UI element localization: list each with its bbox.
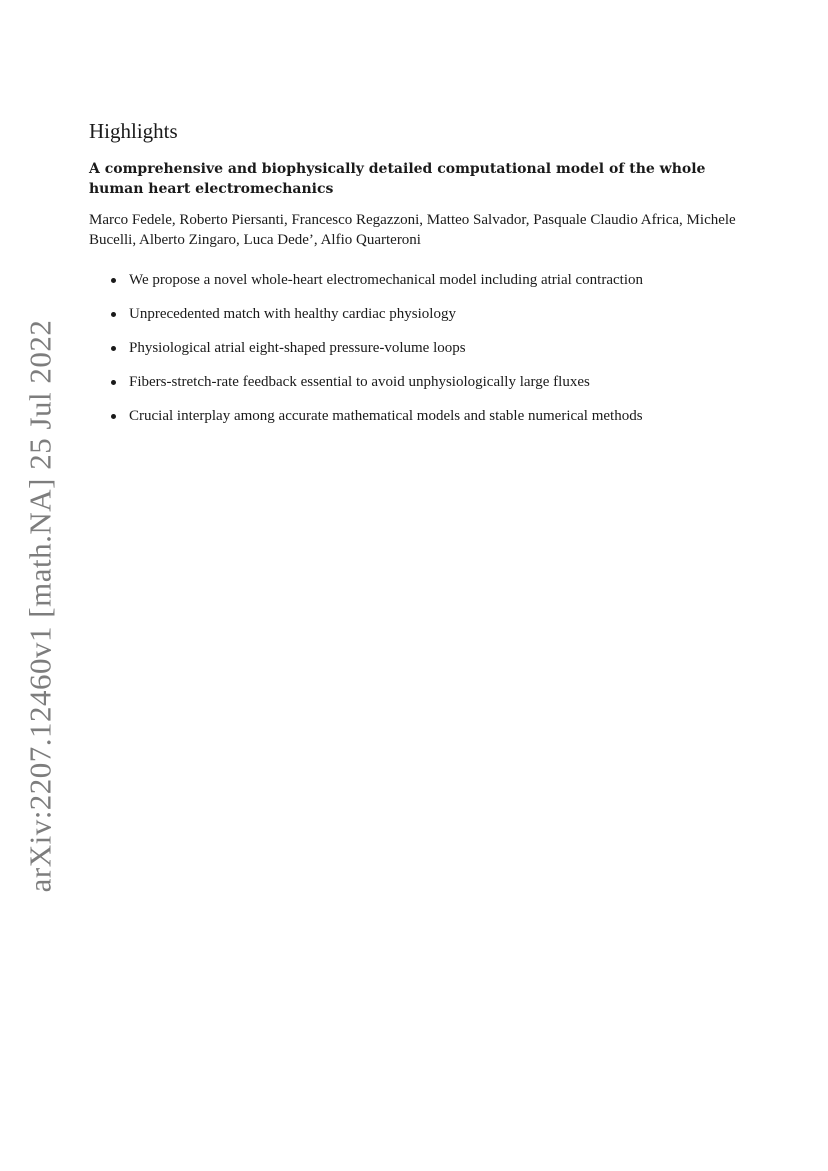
arxiv-stamp bbox=[18, 319, 62, 893]
highlight-text: We propose a novel whole-heart electromechanical model including atrial contraction bbox=[129, 272, 643, 288]
highlight-text: Fibers-stretch-rate feedback essential to avoid unphysiologically large fluxes bbox=[129, 374, 590, 390]
highlights-section bbox=[89, 117, 744, 440]
author-list: Marco Fedele, Roberto Piersanti, Francesco Regazzoni, Matteo Salvador, Pasquale Claudio Africa, Michele Bucelli, Alberto Zingaro, Luca Dede’, Alfio Quarteroni bbox=[89, 212, 736, 248]
highlight-item bbox=[111, 406, 744, 426]
highlight-item bbox=[111, 372, 744, 392]
bullet-icon bbox=[111, 312, 116, 317]
bullet-icon bbox=[111, 414, 116, 419]
highlight-text: Crucial interplay among accurate mathematical models and stable numerical methods bbox=[129, 408, 643, 424]
highlight-item bbox=[111, 304, 744, 324]
arxiv-identifier: arXiv:2207.12460v1 [math.NA] 25 Jul 2022 bbox=[22, 319, 57, 893]
highlight-text: Physiological atrial eight-shaped pressure-volume loops bbox=[129, 340, 466, 356]
highlights-list bbox=[89, 270, 744, 426]
highlight-item bbox=[111, 270, 744, 290]
bullet-icon bbox=[111, 380, 116, 385]
bullet-icon bbox=[111, 278, 116, 283]
highlight-item bbox=[111, 338, 744, 358]
section-heading: Highlights bbox=[89, 119, 178, 143]
highlight-text: Unprecedented match with healthy cardiac physiology bbox=[129, 306, 456, 322]
paper-title: A comprehensive and biophysically detailed computational model of the whole human heart electromechanics bbox=[89, 161, 706, 197]
bullet-icon bbox=[111, 346, 116, 351]
